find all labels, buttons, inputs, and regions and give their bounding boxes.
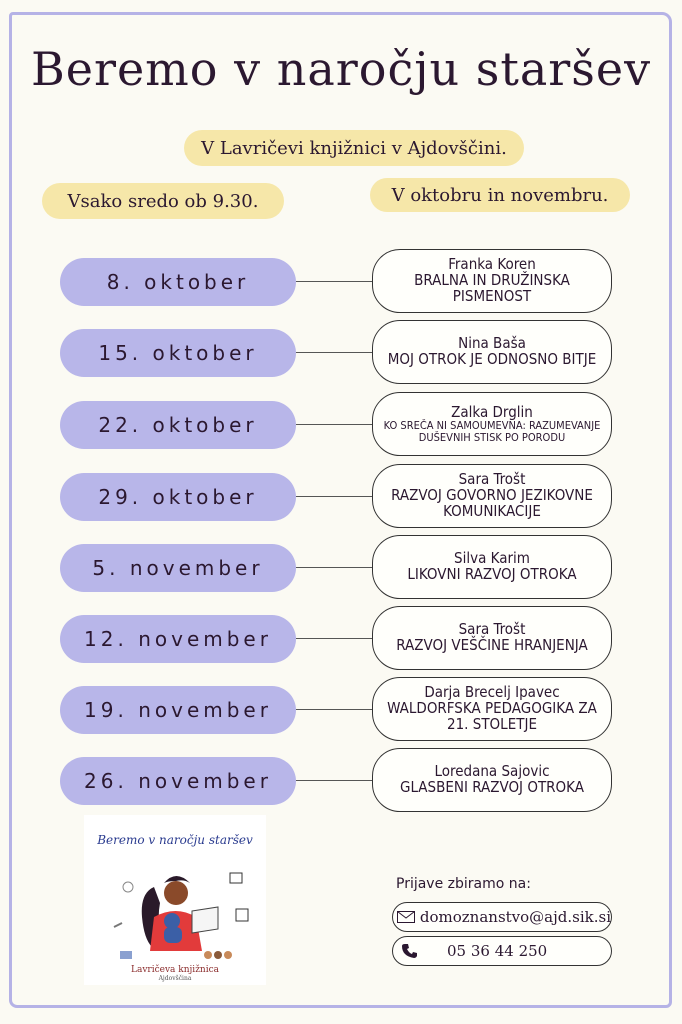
event-talk	[372, 320, 612, 384]
event-talk	[372, 677, 612, 741]
event-talk	[372, 535, 612, 599]
event-topic: LIKOVNI RAZVOJ OTROKA	[407, 565, 577, 583]
event-date: 12. november	[60, 615, 296, 663]
logo-title: Beremo v naročju staršev	[97, 833, 253, 847]
event-row	[0, 677, 682, 743]
connector-line	[296, 352, 372, 353]
event-date: 19. november	[60, 686, 296, 734]
event-row	[0, 606, 682, 672]
email-address[interactable]: domoznanstvo@ajd.sik.si	[419, 908, 611, 926]
event-talk	[372, 464, 612, 528]
library-label: Lavričeva knjižnica	[130, 965, 220, 975]
event-speaker: Sara Trošt	[458, 620, 526, 639]
connector-line	[296, 281, 372, 282]
event-date: 15. oktober	[60, 329, 296, 377]
event-topic: GLASBENI RAZVOJ OTROKA	[399, 778, 584, 796]
phone-contact[interactable]	[392, 936, 612, 966]
library-name	[84, 965, 266, 982]
phone-number[interactable]: 05 36 44 250	[447, 942, 548, 960]
event-row	[0, 249, 682, 315]
event-topic: WALDORFSKA PEDAGOGIKA ZA 21. STOLETJE	[387, 699, 597, 733]
poster-title: Beremo v naročju staršev	[30, 42, 652, 96]
event-row	[0, 464, 682, 530]
event-date: 5. november	[60, 544, 296, 592]
envelope-icon	[393, 911, 420, 923]
event-talk	[372, 392, 612, 456]
event-talk	[372, 249, 612, 313]
program-logo	[84, 815, 266, 985]
event-speaker: Sara Trošt	[458, 470, 526, 489]
event-topic: KO SREČA NI SAMOUMEVNA: RAZUMEVANJE DUŠEVNIH STISK PO PORODU	[383, 419, 601, 444]
parent-reading-illustration-icon	[84, 847, 266, 967]
event-speaker: Darja Brecelj Ipavec	[424, 683, 560, 702]
event-speaker: Nina Baša	[458, 334, 526, 353]
email-contact[interactable]	[392, 902, 612, 932]
event-date: 8. oktober	[60, 258, 296, 306]
event-date: 22. oktober	[60, 401, 296, 449]
event-row	[0, 535, 682, 601]
connector-line	[296, 567, 372, 568]
event-date: 26. november	[60, 757, 296, 805]
event-topic: BRALNA IN DRUŽINSKA PISMENOST	[414, 271, 570, 305]
event-speaker: Loredana Sajovic	[434, 762, 550, 781]
event-speaker: Zalka Drglin	[451, 402, 533, 421]
event-topic: RAZVOJ VEŠČINE HRANJENJA	[396, 636, 588, 654]
schedule-banner: Vsako sredo ob 9.30.	[42, 183, 284, 219]
event-topic: RAZVOJ GOVORNO JEZIKOVNE KOMUNIKACIJE	[391, 486, 593, 520]
event-speaker: Silva Karim	[454, 549, 530, 568]
event-row	[0, 320, 682, 386]
event-row	[0, 392, 682, 458]
event-talk	[372, 606, 612, 670]
connector-line	[296, 496, 372, 497]
contact-label: Prijave zbiramo na:	[396, 876, 531, 892]
event-row	[0, 748, 682, 814]
phone-icon	[393, 943, 427, 959]
event-speaker: Franka Koren	[448, 255, 536, 274]
library-city: Ajdovščina	[158, 975, 192, 982]
event-topic: MOJ OTROK JE ODNOSNO BITJE	[387, 350, 597, 368]
event-talk	[372, 748, 612, 812]
location-banner: V Lavričevi knjižnici v Ajdovščini.	[184, 130, 524, 166]
event-date: 29. oktober	[60, 473, 296, 521]
period-banner: V oktobru in novembru.	[370, 178, 630, 212]
connector-line	[296, 424, 372, 425]
connector-line	[296, 638, 372, 639]
connector-line	[296, 709, 372, 710]
connector-line	[296, 780, 372, 781]
